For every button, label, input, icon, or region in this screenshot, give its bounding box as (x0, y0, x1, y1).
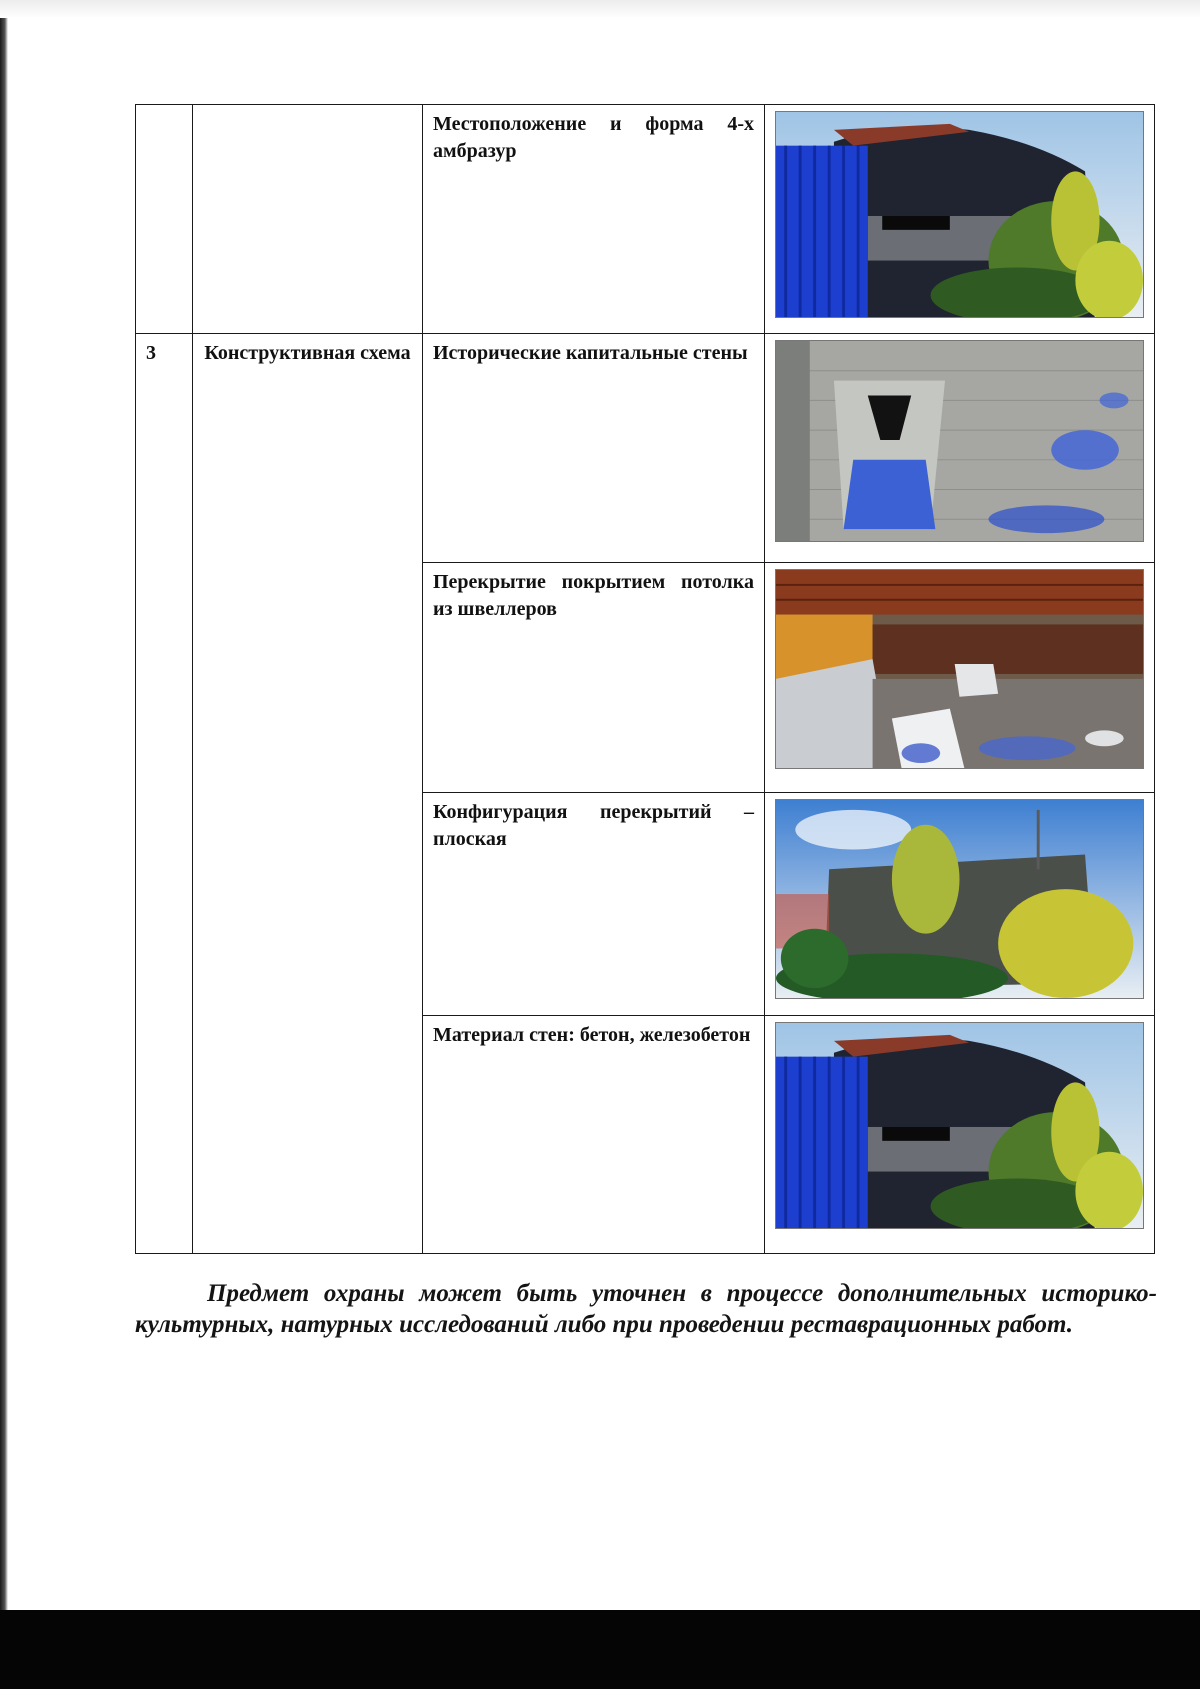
table-row (136, 793, 1155, 1016)
row-number (136, 105, 193, 334)
photo-cell (765, 563, 1155, 793)
photo-embrasure-wall (775, 340, 1144, 542)
table-row (136, 563, 1155, 793)
element-description: Перекрытие покрытием потолка из швеллеров (423, 563, 765, 793)
section-name (193, 563, 423, 793)
photo-bunker-exterior (775, 111, 1144, 318)
photo-channel-ceiling (775, 569, 1144, 769)
section-name (193, 1016, 423, 1254)
table-row (136, 1016, 1155, 1254)
scan-left-edge (0, 0, 8, 1689)
photo-cell (765, 105, 1155, 334)
photo-overgrown-bunker (775, 799, 1144, 999)
element-description: Материал стен: бетон, железобетон (423, 1016, 765, 1254)
section-name (193, 793, 423, 1016)
row-number (136, 793, 193, 1016)
protection-subject-note: Предмет охраны может быть уточнен в процессе дополнительных историко-культурных, натурных исследований либо при проведении реставрационных работ. (135, 1280, 1157, 1338)
photo-cell (765, 1016, 1155, 1254)
photo-cell (765, 334, 1155, 563)
row-number (136, 563, 193, 793)
photo-cell (765, 793, 1155, 1016)
section-name: Конструктивная схема (193, 334, 423, 563)
row-number (136, 1016, 193, 1254)
photo-bunker-exterior (775, 1022, 1144, 1229)
scan-bottom-bar (0, 1610, 1200, 1689)
protection-subject-table (135, 104, 1155, 1254)
row-number: 3 (136, 334, 193, 563)
section-name (193, 105, 423, 334)
element-description: Местоположение и форма 4-х амбразур (423, 105, 765, 334)
scan-top-edge (0, 0, 1200, 18)
table-row (136, 105, 1155, 334)
table-row (136, 334, 1155, 563)
element-description: Исторические капитальные стены (423, 334, 765, 563)
element-description: Конфигурация перекрытий – плоская (423, 793, 765, 1016)
